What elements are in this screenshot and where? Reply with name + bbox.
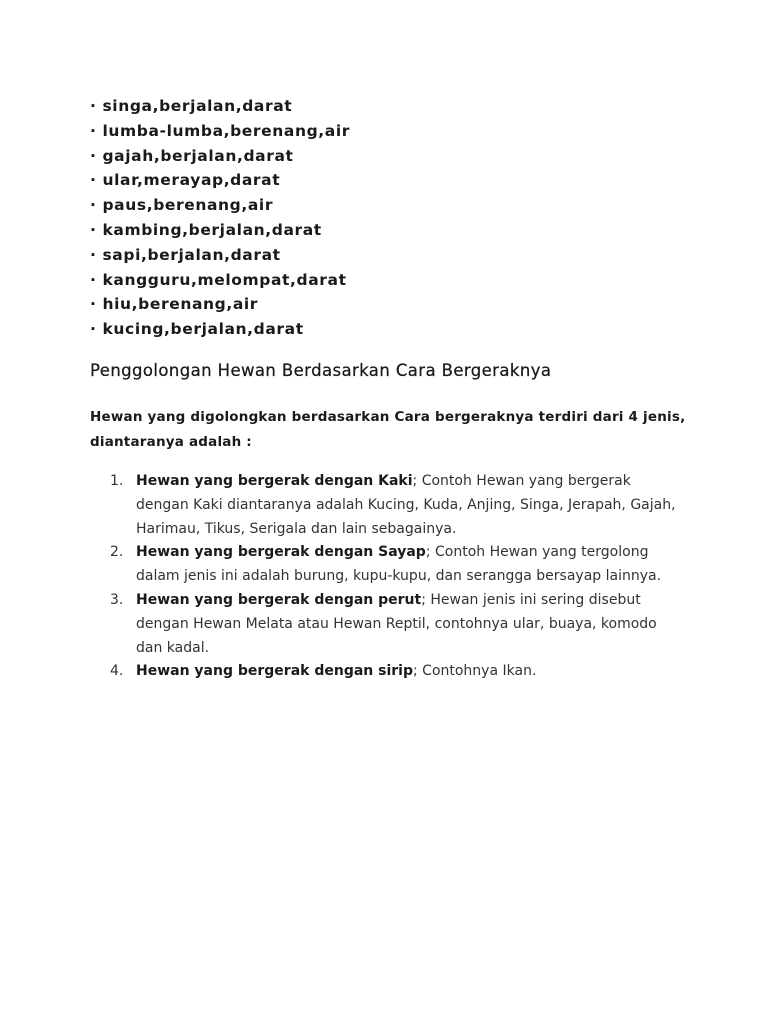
list-number: 2. [110,544,124,561]
category-item [110,660,680,684]
animal-list-item: · ular,merayap,darat [90,171,281,190]
category-lead: Hewan yang bergerak dengan perut [136,591,422,608]
category-item [110,470,680,541]
category-description: ; Contohnya Ikan. [413,663,537,680]
animal-list-item: · kucing,berjalan,darat [90,320,304,339]
category-description: ; Contoh Hewan yang bergerak dengan Kaki diantaranya adalah Kucing, Kuda, Anjing, Singa, Jerapah, Gajah, Harimau, Tikus, Serigala dan lain sebagainya. [136,473,676,537]
animal-list-item: · lumba-lumba,berenang,air [90,121,351,140]
animal-list-item: · kangguru,melompat,darat [90,270,347,289]
list-number: 3. [110,591,124,608]
animal-list-item: · kambing,berjalan,darat [90,220,322,239]
category-description: ; Contoh Hewan yang tergolong dalam jenis ini adalah burung, kupu-kupu, dan serangga bersayap lainnya. [136,544,662,585]
intro-paragraph: Hewan yang digolongkan berdasarkan Cara bergeraknya terdiri dari 4 jenis, diantaranya adalah : [90,409,686,450]
category-lead: Hewan yang bergerak dengan Kaki [136,473,413,489]
category-item [110,541,680,589]
animal-list-item: · singa,berjalan,darat [90,97,293,115]
movement-category-list [110,470,680,684]
list-number: 1. [110,473,124,489]
section-title: Penggolongan Hewan Berdasarkan Cara Bergeraknya [90,361,552,380]
animal-list-item: · hiu,berenang,air [90,295,259,314]
category-description: ; Hewan jenis ini sering disebut dengan Hewan Melata atau Hewan Reptil, contohnya ular, buaya, komodo dan kadal. [136,591,657,656]
list-number: 4. [110,663,124,680]
animal-list-item: · sapi,berjalan,darat [90,245,281,264]
category-lead: Hewan yang bergerak dengan Sayap [136,544,426,561]
animal-list-item: · paus,berenang,air [90,196,274,215]
animal-list-item: · gajah,berjalan,darat [90,146,294,165]
animal-list [90,94,350,342]
category-item [110,589,680,660]
category-lead: Hewan yang bergerak dengan sirip [136,663,413,680]
